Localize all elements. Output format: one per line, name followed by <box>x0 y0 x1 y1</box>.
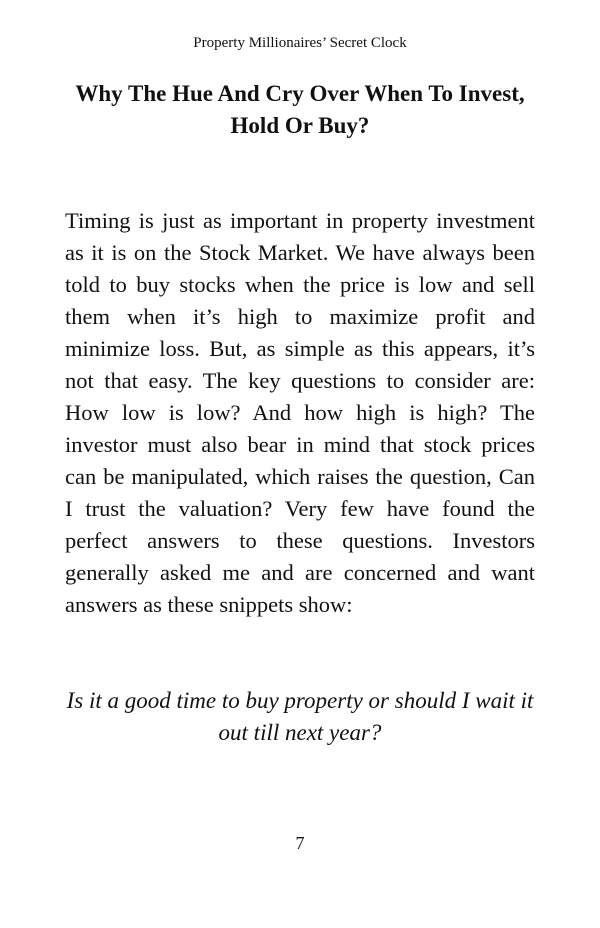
body-paragraph: Timing is just as important in property investment as it is on the Stock Market. We have always been told to buy stocks when the price is low and sell them when it’s high to maximize profit and minimize loss. But, as simple as this appears, it’s not that easy. The key questions to consider are: How low is low? And how high is high? The investor must also bear in mind that stock prices can be manipulated, which raises the question, Can I trust the valuation? Very few have found the perfect answers to these questions. Investors generally asked me and are concerned and want answers as these snippets show: <box>65 208 535 617</box>
chapter-title: Why The Hue And Cry Over When To Invest, Hold Or Buy? <box>75 81 525 138</box>
page-number: 7 <box>295 833 305 853</box>
quote-snippet: Is it a good time to buy property or should I wait it out till next year? <box>66 688 534 745</box>
running-header: Property Millionaires’ Secret Clock <box>193 35 407 51</box>
